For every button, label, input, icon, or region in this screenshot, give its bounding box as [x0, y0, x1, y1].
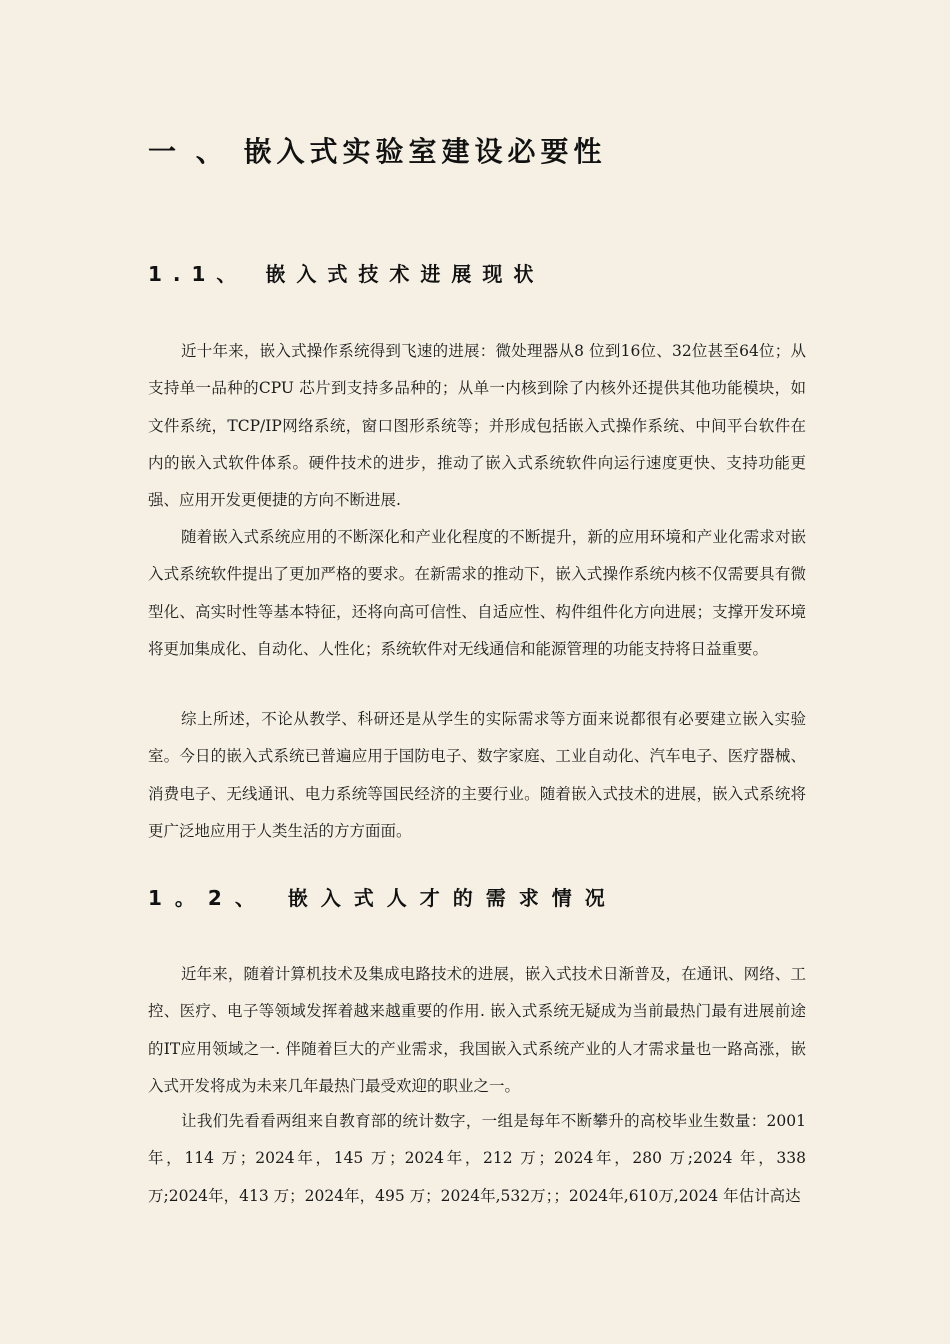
section-heading-1-1: 1.1、 嵌入式技术进展现状: [148, 262, 545, 286]
paragraph-new-requirements: 随着嵌入式系统应用的不断深化和产业化程度的不断提升，新的应用环境和产业化需求对嵌入式系统软件提出了更加严格的要求。在新需求的推动下，嵌入式操作系统内核不仅需要具有微型化、高实时性等基本特征，还将向高可信性、自适应性、构件组件化方向进展；支撑开发环境将更加集成化、自动化、人性化；系统软件对无线通信和能源管理的功能支持将日益重要。: [148, 528, 806, 658]
paragraph-summary: 综上所述，不论从教学、科研还是从学生的实际需求等方面来说都很有必要建立嵌入实验室。今日的嵌入式系统已普遍应用于国防电子、数字家庭、工业自动化、汽车电子、医疗器械、消费电子、无线通讯、电力系统等国民经济的主要行业。随着嵌入式技术的进展，嵌入式系统将更广泛地应用于人类生活的方方面面。: [148, 710, 806, 840]
paragraph-talent-demand: 近年来，随着计算机技术及集成电路技术的进展，嵌入式技术日渐普及，在通讯、网络、工控、医疗、电子等领域发挥着越来越重要的作用. 嵌入式系统无疑成为当前最热门最有进展前途的IT应用领域之一. 伴随着巨大的产业需求，我国嵌入式系统产业的人才需求量也一路高涨，嵌入式开发将成为未来几年最热门最受欢迎的职业之一。: [148, 965, 806, 1095]
section-heading-1-2: 1。2、 嵌入式人才的需求情况: [148, 886, 618, 910]
chapter-heading: 一 、 嵌入式实验室建设必要性: [148, 135, 607, 168]
paragraph-graduate-statistics: 让我们先看看两组来自教育部的统计数字，一组是每年不断攀升的高校毕业生数量：2001年，114 万；2024年，145 万；2024年，212 万；2024年，280 万;2024 年，338 万;2024年，413 万；2024年，495 万；2024年,532万；；2024年,610万,2024 年估计高达: [148, 1112, 806, 1205]
paragraph-embedded-os-progress: 近十年来，嵌入式操作系统得到飞速的进展：微处理器从8 位到16位、32位甚至64位；从支持单一品种的CPU 芯片到支持多品种的；从单一内核到除了内核外还提供其他功能模块，如文件系统，TCP/IP网络系统，窗口图形系统等；并形成包括嵌入式操作系统、中间平台软件在内的嵌入式软件体系。硬件技术的进步，推动了嵌入式系统软件向运行速度更快、支持功能更强、应用开发更便捷的方向不断进展.: [148, 342, 806, 510]
